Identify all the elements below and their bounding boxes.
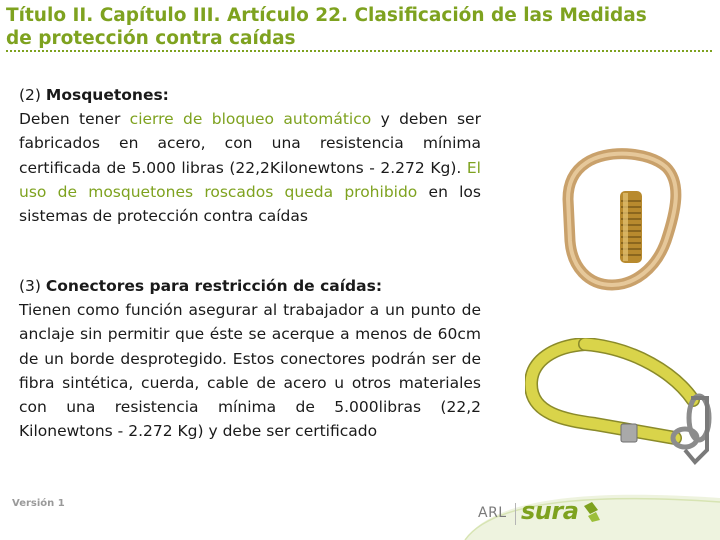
arl-label: ARL [478, 505, 507, 521]
sura-logo-icon [580, 500, 602, 524]
section-text: en los sistemas de protección contra caídas [19, 182, 481, 226]
section-conectores [19, 274, 481, 443]
slide-title [6, 4, 712, 52]
title-line-2: de protección contra caídas [6, 27, 712, 52]
section-text: Tienen como función asegurar al trabajador a un punto de anclaje sin permitir que éste se acerque a menos de 60cm de un borde desprotegido. Estos conectores podrán ser de fibra sintética, cuerda, cable de acero u otros materiales con una resistencia mínima de 5.000libras (22,2 Kilonewtons - 2.272 Kg) y debe ser certificado [19, 301, 481, 441]
version-label: Versión 1 [12, 498, 65, 509]
title-line-1: Título II. Capítulo III. Artículo 22. Clasificación de las Medidas [6, 5, 647, 26]
section-heading: Mosquetones: [45, 86, 169, 104]
section-text: y deben ser fabricados en acero, con una resistencia mínima certificada de 5.000 libras (22,2Kilonewtons - 2.272 Kg). [19, 110, 481, 177]
section-number: (2) [19, 86, 41, 104]
lanyard-image [525, 338, 715, 478]
section-number: (3) [19, 277, 41, 295]
highlighted-text: El uso de mosquetones roscados queda prohibido [19, 158, 481, 201]
section-heading: Conectores para restricción de caídas: [45, 277, 383, 295]
carabiner-image [548, 145, 688, 295]
logo-divider [515, 503, 516, 525]
section-text: Deben tener [19, 110, 121, 129]
highlighted-text: cierre de bloqueo automático [129, 110, 372, 129]
section-mosquetones [19, 83, 481, 228]
sura-logo: sura [521, 497, 579, 525]
